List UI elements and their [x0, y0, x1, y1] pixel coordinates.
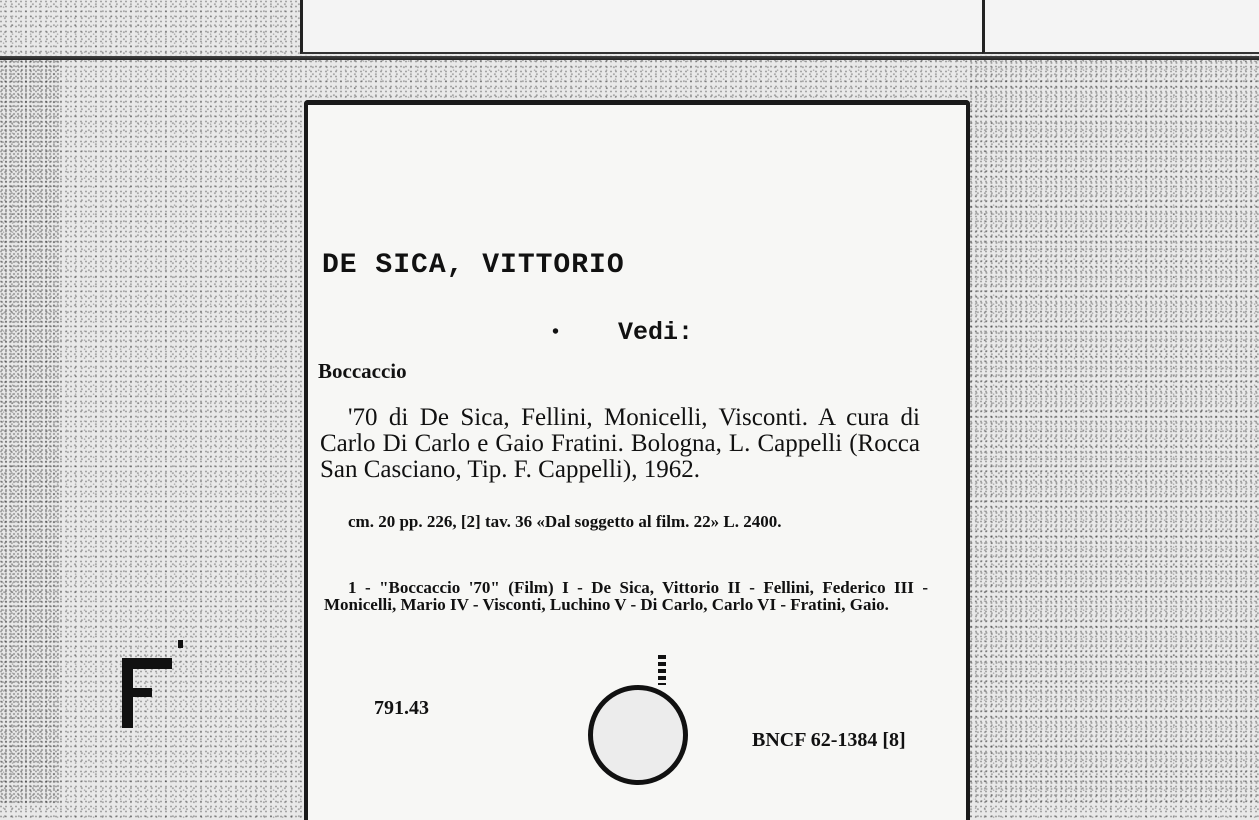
- background-speckle-right: [969, 60, 1259, 805]
- see-reference: Vedi:: [618, 318, 694, 347]
- physical-description: cm. 20 pp. 226, [2] tav. 36 «Dal soggetto al film. 22» L. 2400.: [348, 512, 782, 531]
- classification-number: 791.43: [374, 697, 429, 719]
- divider-line: [0, 56, 1259, 60]
- entry-description: '70 di De Sica, Fellini, Monicelli, Visconti. A cura di Carlo Di Carlo e Gaio Fratini. Bologna, L. Cappelli (Rocca San Casciano, Tip. F. Cappelli), 1962.: [320, 404, 920, 483]
- upper-card-right: [982, 0, 1259, 54]
- catalog-card: [304, 100, 970, 820]
- card-heading: DE SICA, VITTORIO: [322, 250, 625, 281]
- punch-hole: [588, 685, 688, 785]
- bncf-number: BNCF 62-1384 [8]: [752, 729, 906, 751]
- punch-mark: [658, 655, 666, 685]
- subject-tracing: 1 - "Boccaccio '70" (Film) I - De Sica, Vittorio II - Fellini, Federico III - Monicelli, Mario IV - Visconti, Luchino V - Di Carlo, Carlo VI - Fratini, Gaio.: [324, 578, 928, 614]
- entry-title: Boccaccio: [318, 359, 407, 383]
- background-speckle-left: [0, 60, 60, 805]
- bullet: •: [552, 321, 560, 343]
- upper-card: [300, 0, 986, 54]
- margin-f-mark-icon: [122, 658, 174, 730]
